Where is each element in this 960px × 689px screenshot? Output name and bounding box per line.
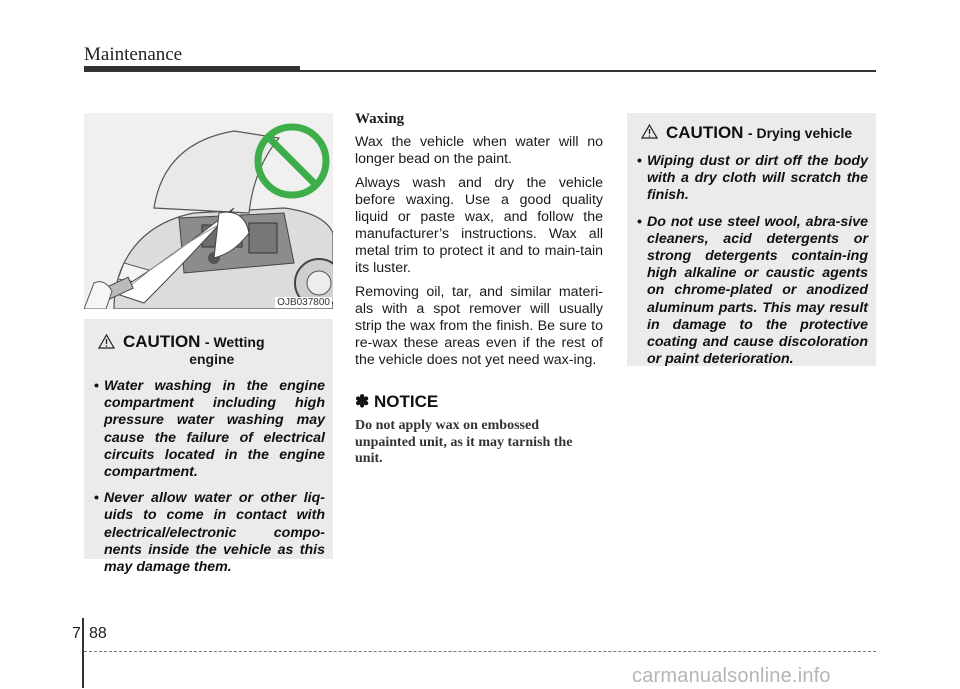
page-separator bbox=[82, 618, 84, 688]
waxing-paragraph: Wax the vehicle when water will no longer bead on the paint. bbox=[355, 134, 603, 167]
caution-word: CAUTION bbox=[666, 123, 744, 142]
caution-heading bbox=[92, 333, 325, 368]
footer-rule bbox=[84, 651, 876, 653]
warning-triangle-icon bbox=[98, 334, 115, 349]
caution-subtitle: - Drying vehicle bbox=[747, 125, 853, 141]
caution-box-wetting-engine bbox=[84, 319, 333, 576]
engine-wash-figure bbox=[84, 113, 333, 309]
caution-heading bbox=[635, 123, 868, 143]
caution-subtitle-line2: engine bbox=[189, 351, 235, 367]
warning-triangle-icon bbox=[641, 124, 658, 139]
header-rule-thick bbox=[84, 66, 300, 72]
caution-word: CAUTION bbox=[123, 332, 201, 351]
waxing-section bbox=[355, 111, 603, 468]
watermark: carmanualsonline.info bbox=[632, 665, 831, 687]
caution-item: • Wiping dust or dirt off the body with a dry cloth will scratch the finish. bbox=[635, 153, 868, 205]
figure-label: OJB037800 bbox=[277, 297, 330, 308]
header-rule-thin bbox=[300, 70, 876, 72]
caution-subtitle: - Wetting bbox=[204, 334, 265, 350]
page-number: 88 bbox=[89, 625, 107, 642]
caution-list bbox=[92, 378, 325, 576]
notice-body: Do not apply wax on embossed unpainted unit, as it may tarnish the unit. bbox=[355, 418, 573, 466]
caution-box-drying-vehicle bbox=[627, 113, 876, 366]
header-title: Maintenance bbox=[84, 44, 183, 65]
waxing-paragraph: Removing oil, tar, and similar materi-als with a spot remover will usually strip the wax from the finish. Be sure to re-wax these areas even if the rest of the vehicle does not yet need wax-ing. bbox=[355, 284, 603, 368]
notice-heading: ✽ NOTICE bbox=[355, 392, 439, 411]
waxing-heading: Waxing bbox=[355, 111, 405, 127]
chapter-number: 7 bbox=[72, 625, 81, 642]
caution-item: • Never allow water or other liq-uids to come in contact with electrical/electronic compo-nents inside the vehicle as this may damage them. bbox=[92, 490, 325, 576]
caution-item: • Water washing in the engine compartment including high pressure water washing may cause the failure of electrical circuits located in the engine compartment. bbox=[92, 378, 325, 481]
no-engine-washing-illustration bbox=[84, 113, 333, 309]
caution-list bbox=[635, 153, 868, 368]
waxing-paragraph: Always wash and dry the vehicle before waxing. Use a good quality liquid or paste wax, and follow the manufacturer’s instructions. Wax all metal trim to protect it and to main-tain its luster. bbox=[355, 175, 603, 276]
caution-item: • Do not use steel wool, abra-sive cleaners, acid detergents or strong detergents contain-ing high alkaline or caustic agents on chrome-plated or anodized aluminum parts. This may result in damage to the protective coating and cause discoloration or paint deterioration. bbox=[635, 214, 868, 369]
